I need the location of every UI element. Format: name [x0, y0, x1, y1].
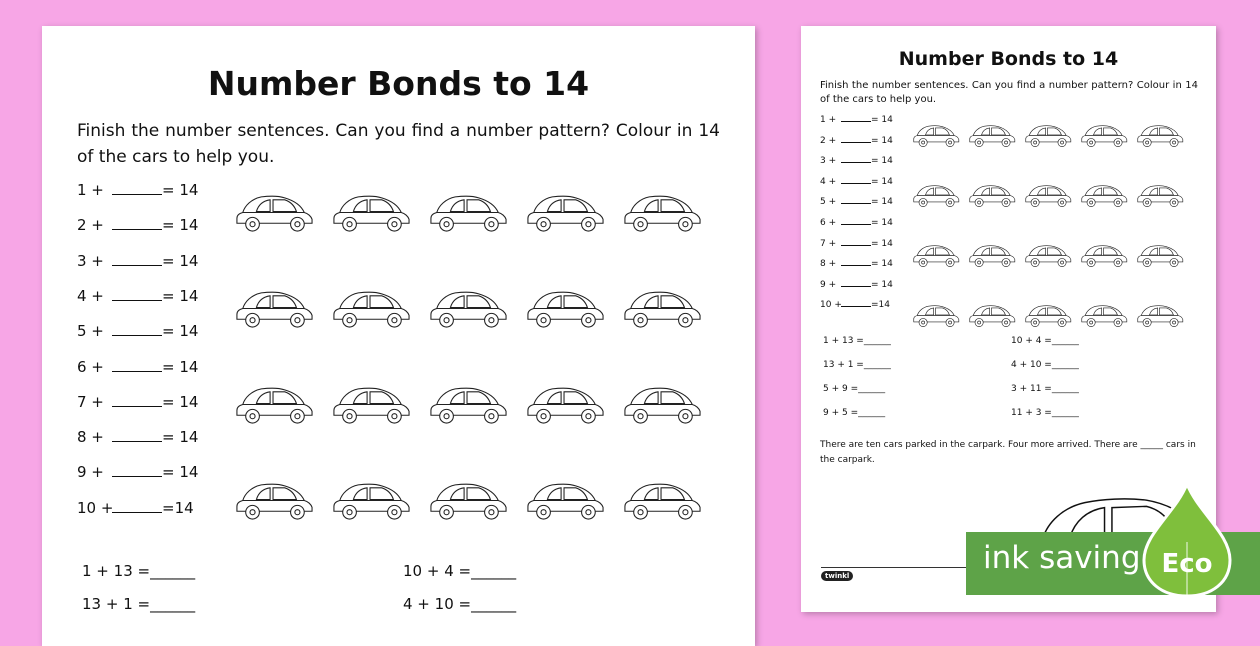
equation-suffix: = 14 [162, 322, 199, 341]
car-to-colour[interactable] [1136, 182, 1184, 209]
answer-blank[interactable] [841, 224, 871, 225]
car-to-colour[interactable] [1080, 302, 1128, 329]
answer-blank[interactable] [841, 121, 871, 122]
equation-suffix: = 14 [162, 428, 199, 447]
equation-row [820, 136, 893, 146]
equation-suffix: = 14 [871, 135, 893, 146]
equation-suffix: =14 [871, 300, 890, 311]
equation-prefix: 5 + [820, 197, 837, 208]
sum-answer-blank[interactable]: ______ [471, 562, 517, 580]
sum-answer-blank[interactable]: ______ [858, 408, 886, 418]
sum-expression: 13 + 1 = [82, 595, 151, 613]
car-to-colour[interactable] [428, 286, 508, 331]
car-to-colour[interactable] [1136, 302, 1184, 329]
worksheet-page-preview-large [42, 26, 755, 646]
equation-suffix: = 14 [162, 216, 199, 235]
equation-suffix: = 14 [162, 463, 199, 482]
equation-prefix: 1 + [820, 115, 837, 125]
equation-suffix: = 14 [871, 156, 893, 167]
car-to-colour[interactable] [331, 190, 411, 235]
sum-expression: 11 + 3 = [1011, 408, 1052, 418]
equation-suffix: = 14 [871, 176, 893, 187]
equation-suffix: = 14 [162, 251, 199, 270]
sum-expression: 9 + 5 = [823, 408, 859, 418]
sum-answer-blank[interactable]: ______ [1051, 360, 1079, 370]
sum-expression: 13 + 1 = [823, 360, 864, 370]
equation-row [77, 499, 194, 517]
sum-row [82, 562, 195, 580]
eco-leaf-drop-icon [1140, 482, 1234, 600]
sum-answer-blank[interactable]: ______ [1051, 408, 1079, 418]
equation-prefix: 6 + [820, 218, 837, 228]
worksheet-title: Number Bonds to 14 [207, 64, 590, 103]
car-to-colour[interactable] [525, 286, 605, 331]
sum-answer-blank[interactable]: ______ [863, 336, 891, 346]
equation-row [820, 239, 893, 249]
equation-prefix: 2 + [77, 216, 104, 235]
word-problem-blank: _____ [1140, 440, 1163, 450]
equation-suffix: = 14 [871, 238, 893, 249]
sum-row [823, 384, 885, 394]
car-to-colour[interactable] [622, 190, 702, 235]
answer-blank[interactable] [112, 194, 162, 195]
sum-expression: 3 + 11 = [1011, 384, 1052, 394]
sum-answer-blank[interactable]: ______ [1051, 384, 1079, 394]
sum-row [823, 360, 891, 370]
worksheet-instructions: Finish the number sentences. Can you find a number pattern? Colour in 14 of the cars to help you. [77, 121, 720, 167]
sum-expression: 10 + 4 = [1011, 336, 1052, 346]
car-to-colour[interactable] [912, 302, 960, 329]
car-to-colour[interactable] [234, 190, 314, 235]
sum-row [82, 595, 195, 613]
word-problem-text: There are ten cars parked in the carpark. Four more arrived. There are [820, 440, 1138, 450]
word-problem [820, 438, 1200, 468]
equation-row [820, 259, 893, 269]
car-to-colour[interactable] [912, 182, 960, 209]
sum-expression: 4 + 10 = [1011, 360, 1052, 370]
sum-answer-blank[interactable]: ______ [1051, 336, 1079, 346]
car-to-colour[interactable] [1024, 182, 1072, 209]
answer-blank[interactable] [841, 183, 871, 184]
car-to-colour[interactable] [234, 478, 314, 523]
answer-blank[interactable] [112, 371, 162, 372]
equation-prefix: 2 + [820, 135, 837, 146]
equation-prefix: 7 + [77, 392, 104, 411]
answer-blank[interactable] [841, 265, 871, 266]
answer-blank[interactable] [112, 476, 162, 477]
sum-row [403, 595, 516, 613]
equation-suffix: = 14 [871, 259, 893, 270]
car-to-colour[interactable] [1080, 242, 1128, 269]
page-footer-line [821, 567, 971, 568]
worksheet-instructions: Finish the number sentences. Can you find a number pattern? Colour in 14 of the cars to help you. [820, 80, 1198, 105]
car-to-colour[interactable] [622, 382, 702, 427]
equation-prefix: 10 + [820, 300, 842, 311]
answer-blank[interactable] [112, 406, 162, 407]
sum-row [1011, 408, 1079, 418]
equation-prefix: 1 + [77, 181, 104, 199]
equation-suffix: =14 [162, 498, 194, 517]
answer-blank[interactable] [112, 300, 162, 301]
answer-blank[interactable] [112, 512, 162, 513]
equation-prefix: 3 + [820, 156, 837, 167]
car-to-colour[interactable] [968, 122, 1016, 149]
equation-suffix: = 14 [871, 115, 893, 125]
car-to-colour[interactable] [331, 286, 411, 331]
car-to-colour[interactable] [1024, 122, 1072, 149]
answer-blank[interactable] [841, 245, 871, 246]
equation-prefix: 6 + [77, 357, 104, 376]
sum-row [1011, 360, 1079, 370]
car-to-colour[interactable] [525, 478, 605, 523]
equation-suffix: = 14 [162, 286, 199, 305]
car-to-colour[interactable] [912, 122, 960, 149]
equation-row [77, 393, 198, 411]
car-to-colour[interactable] [234, 382, 314, 427]
sum-row [823, 336, 891, 346]
equation-suffix: = 14 [871, 218, 893, 228]
sum-answer-blank[interactable]: ______ [150, 562, 196, 580]
equation-prefix: 4 + [77, 286, 104, 305]
equation-prefix: 3 + [77, 251, 104, 270]
equation-row [820, 300, 890, 310]
answer-blank[interactable] [112, 335, 162, 336]
car-to-colour[interactable] [968, 182, 1016, 209]
answer-blank[interactable] [841, 306, 871, 307]
sum-answer-blank[interactable]: ______ [858, 384, 886, 394]
equation-prefix: 7 + [820, 238, 837, 249]
car-to-colour[interactable] [912, 242, 960, 269]
equation-suffix: = 14 [871, 279, 893, 290]
car-to-colour[interactable] [968, 242, 1016, 269]
car-to-colour[interactable] [1136, 122, 1184, 149]
equation-row [77, 463, 198, 481]
equation-prefix: 10 + [77, 498, 114, 517]
sum-expression: 4 + 10 = [403, 595, 472, 613]
equation-prefix: 9 + [820, 279, 837, 290]
equation-row [820, 280, 893, 290]
car-to-colour[interactable] [331, 382, 411, 427]
car-to-colour[interactable] [525, 190, 605, 235]
equation-row [77, 322, 198, 340]
equation-row [820, 218, 893, 228]
equation-row [77, 252, 198, 270]
equation-row [77, 287, 198, 305]
twinkl-logo: twinkl [821, 571, 853, 581]
equation-prefix: 8 + [820, 259, 837, 270]
car-to-colour[interactable] [428, 190, 508, 235]
equation-row [77, 428, 198, 446]
car-to-colour[interactable] [1136, 242, 1184, 269]
equation-prefix: 8 + [77, 428, 104, 447]
car-to-colour[interactable] [428, 382, 508, 427]
equation-suffix: = 14 [871, 197, 893, 208]
answer-blank[interactable] [112, 441, 162, 442]
car-to-colour[interactable] [331, 478, 411, 523]
answer-blank[interactable] [841, 162, 871, 163]
sum-row [403, 562, 516, 580]
car-to-colour[interactable] [525, 382, 605, 427]
sum-row [823, 408, 885, 418]
answer-blank[interactable] [112, 229, 162, 230]
equation-prefix: 4 + [820, 176, 837, 187]
sum-row [1011, 336, 1079, 346]
sum-answer-blank[interactable]: ______ [150, 595, 196, 613]
equation-prefix: 9 + [77, 463, 104, 482]
car-to-colour[interactable] [1080, 122, 1128, 149]
sum-expression: 5 + 9 = [823, 384, 859, 394]
answer-blank[interactable] [841, 286, 871, 287]
sum-answer-blank[interactable]: ______ [471, 595, 517, 613]
equation-row [820, 156, 893, 166]
word-problem-text-end: cars in the carpark. [820, 440, 1196, 465]
worksheet-title: Number Bonds to 14 [898, 48, 1119, 70]
car-to-colour[interactable] [1024, 302, 1072, 329]
equation-row [820, 177, 893, 187]
equation-row [820, 197, 893, 207]
eco-badge-label: Eco [1161, 549, 1213, 579]
equation-row [820, 115, 893, 125]
car-to-colour[interactable] [234, 286, 314, 331]
sum-expression: 1 + 13 = [823, 336, 864, 346]
equation-row [77, 358, 198, 376]
equation-row [77, 181, 198, 199]
car-to-colour[interactable] [1080, 182, 1128, 209]
car-to-colour[interactable] [428, 478, 508, 523]
sum-answer-blank[interactable]: ______ [863, 360, 891, 370]
car-to-colour[interactable] [622, 286, 702, 331]
sum-expression: 1 + 13 = [82, 562, 151, 580]
car-to-colour[interactable] [622, 478, 702, 523]
sum-expression: 10 + 4 = [403, 562, 472, 580]
equation-suffix: = 14 [162, 357, 199, 376]
car-to-colour[interactable] [1024, 242, 1072, 269]
ink-saving-label: ink saving [983, 540, 1141, 576]
answer-blank[interactable] [112, 265, 162, 266]
answer-blank[interactable] [841, 142, 871, 143]
sum-row [1011, 384, 1079, 394]
equation-row [77, 216, 198, 234]
answer-blank[interactable] [841, 203, 871, 204]
equation-suffix: = 14 [162, 181, 199, 199]
equation-prefix: 5 + [77, 322, 104, 341]
car-to-colour[interactable] [968, 302, 1016, 329]
equation-suffix: = 14 [162, 392, 199, 411]
